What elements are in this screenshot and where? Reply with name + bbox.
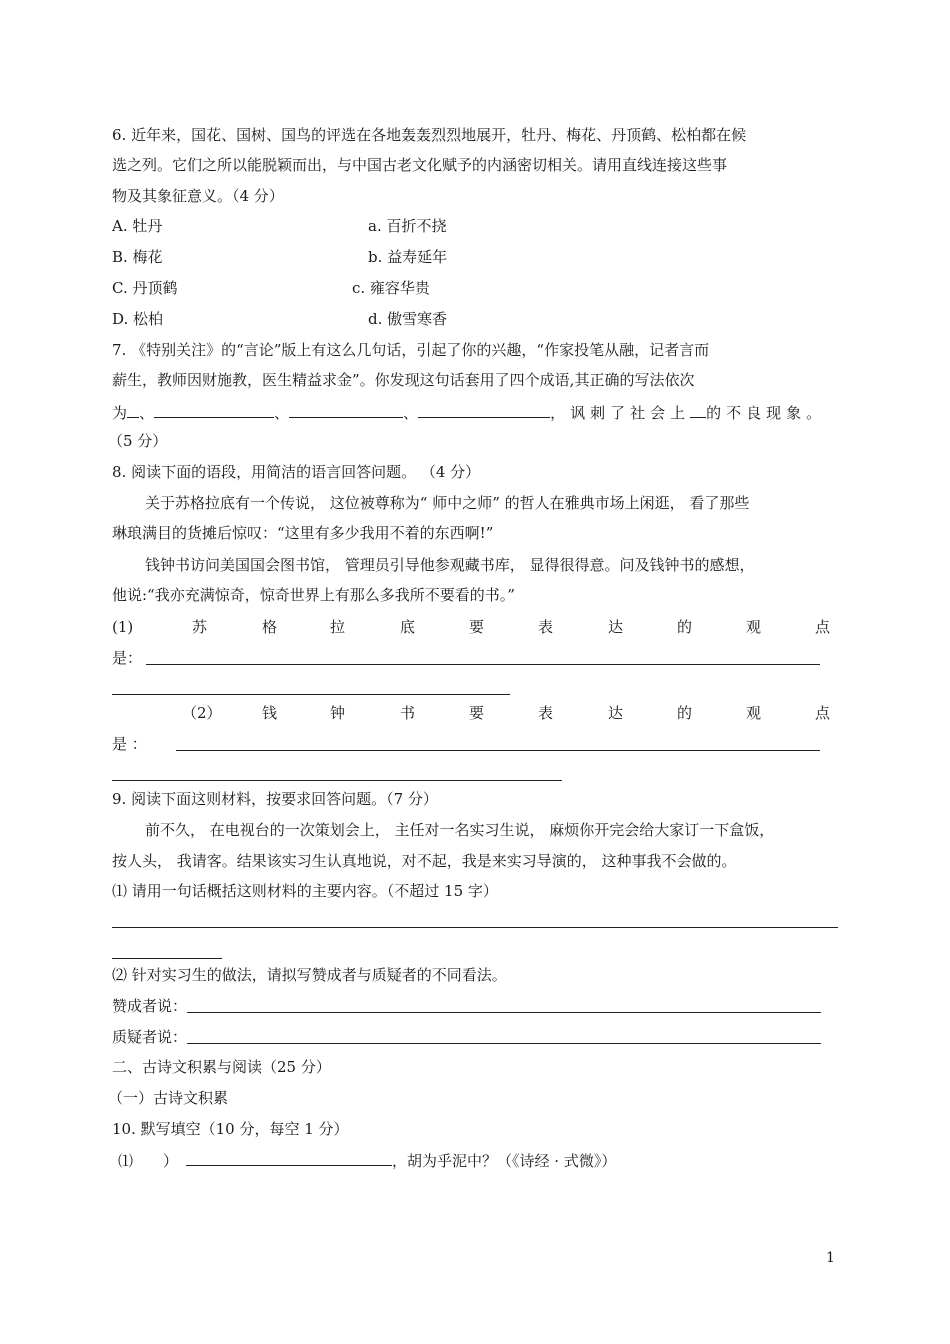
q9-para-1b: 按人头， 我请客。结果该实习生认真地说，对不起，我是来实习导演的， 这种事我不会做的。: [112, 852, 737, 870]
q7-blank-0[interactable]: [127, 401, 139, 418]
q6-right-item-b: b. 益寿延年: [368, 248, 448, 266]
q8-s2-end: 是 ：: [112, 735, 147, 753]
q9-sub-2: ⑵ 针对实习生的做法，请拟写赞成者与质疑者的不同看法。: [112, 966, 507, 984]
q8-s2-c0: （2）: [182, 704, 222, 722]
q8-para-1a: 关于苏格拉底有一个传说， 这位被尊称为“ 师中之师” 的哲人在雅典市场上闲逛， 看了那些: [145, 494, 750, 512]
q9-para-1a: 前不久， 在电视台的一次策划会上， 主任对一名实习生说， 麻烦你开完会给大家订一下盒饭，: [145, 821, 775, 839]
q6-left-item-c: C. 丹顶鹤: [112, 279, 178, 297]
q8-s1-c1: 苏: [192, 618, 208, 636]
q9-pro-label: 赞成者说：: [112, 997, 188, 1015]
page-number: 1: [826, 1250, 835, 1266]
q8-answer-line-2[interactable]: [112, 694, 510, 695]
q8-para-2a: 钱钟书访问美国国会图书馆， 管理员引导他参观藏书库， 显得很得意。问及钱钟书的感想，: [145, 556, 755, 574]
section-2-part-1: （一）古诗文积累: [108, 1089, 229, 1107]
q7-blank-2[interactable]: [289, 401, 403, 418]
q8-para-2b: 他说:“我亦充满惊奇，惊奇世界上有那么多我所不要看的书。”: [112, 586, 515, 604]
q6-line-3: 物及其象征意义。（4 分）: [112, 187, 284, 205]
q8-s2-c7: 的: [677, 704, 693, 722]
q6-left-item-b: B. 梅花: [112, 248, 163, 266]
q8-s2-c2: 钟: [330, 704, 346, 722]
q6-left-item-a: A. 牡丹: [112, 217, 163, 235]
q8-answer-line-1[interactable]: [146, 664, 820, 665]
q6-right-item-c: c. 雍容华贵: [352, 279, 430, 297]
q9-sub-1: ⑴ 请用一句话概括这则材料的主要内容。（不超过 15 字）: [112, 882, 498, 900]
q8-s1-c8: 的: [677, 618, 693, 636]
q8-s1-c2: 格: [262, 618, 278, 636]
q8-s1-c5: 要: [469, 618, 485, 636]
q8-s2-c8: 观: [746, 704, 762, 722]
q10-item-1: ⑴ ） ，胡为乎泥中？（《诗经 · 式微》）: [118, 1149, 616, 1171]
q8-answer-line-4[interactable]: [112, 780, 562, 781]
q8-s1-c4: 底: [400, 618, 416, 636]
q8-s1-c3: 拉: [330, 618, 346, 636]
q6-right-item-d: d. 傲雪寒香: [368, 310, 448, 328]
q8-s1-end: 是：: [112, 649, 143, 667]
q9-answer-line-1[interactable]: [112, 927, 838, 928]
q8-s2-c5: 表: [538, 704, 554, 722]
q9-answer-line-2[interactable]: [112, 958, 222, 959]
q8-s2-c3: 书: [400, 704, 416, 722]
q9-pro-answer-line[interactable]: [187, 1012, 821, 1013]
q8-s1-c9: 观: [746, 618, 762, 636]
q8-s1-c7: 达: [608, 618, 624, 636]
section-2-title: 二、古诗文积累与阅读（25 分）: [112, 1058, 331, 1076]
q7-line-2: 薪生，教师因财施教，医生精益求金”。你发现这句话套用了四个成语,其正确的写法依次: [112, 371, 695, 389]
q6-left-item-d: D. 松柏: [112, 310, 164, 328]
q8-s2-c9: 点: [815, 704, 831, 722]
q8-para-1b: 琳琅满目的货摊后惊叹：“这里有多少我用不着的东西啊!”: [112, 524, 494, 542]
q8-s2-c4: 要: [469, 704, 485, 722]
q8-s2-c1: 钱: [262, 704, 278, 722]
q7-line-1: 7. 《特别关注》的“言论”版上有这么几句话，引起了你的兴趣，“作家投笔从融，记者言而: [112, 341, 710, 359]
q9-con-label: 质疑者说：: [112, 1028, 188, 1046]
q8-s1-c10: 点: [815, 618, 831, 636]
q6-line-2: 选之列。它们之所以能脱颖而出，与中国古老文化赋予的内涵密切相关。请用直线连接这些事: [112, 156, 728, 174]
q7-line-3: 为 、 、 、 ，讽刺了社会上 的不良现象。: [112, 401, 826, 423]
q10-blank-1[interactable]: [186, 1149, 392, 1166]
q7-blank-1[interactable]: [154, 401, 274, 418]
q10-title: 10. 默写填空（10 分，每空 1 分）: [112, 1120, 349, 1138]
q6-right-item-a: a. 百折不挠: [368, 217, 447, 235]
q7-line-4: （5 分）: [108, 432, 168, 450]
q8-answer-line-3[interactable]: [176, 750, 820, 751]
q8-s1-c0: (1): [112, 618, 134, 636]
q8-s1-c6: 表: [538, 618, 554, 636]
q8-s2-c6: 达: [608, 704, 624, 722]
q6-line-1: 6. 近年来，国花、国树、国鸟的评选在各地轰轰烈烈地展开，牡丹、梅花、丹顶鹤、松柏都在候: [112, 126, 747, 144]
q7-blank-3[interactable]: [418, 401, 550, 418]
q8-line-1: 8. 阅读下面的语段，用简洁的语言回答问题。 （4 分）: [112, 463, 481, 481]
q7-blank-4[interactable]: [690, 401, 706, 418]
q9-line-1: 9. 阅读下面这则材料，按要求回答问题。（7 分）: [112, 790, 438, 808]
q9-con-answer-line[interactable]: [187, 1043, 821, 1044]
